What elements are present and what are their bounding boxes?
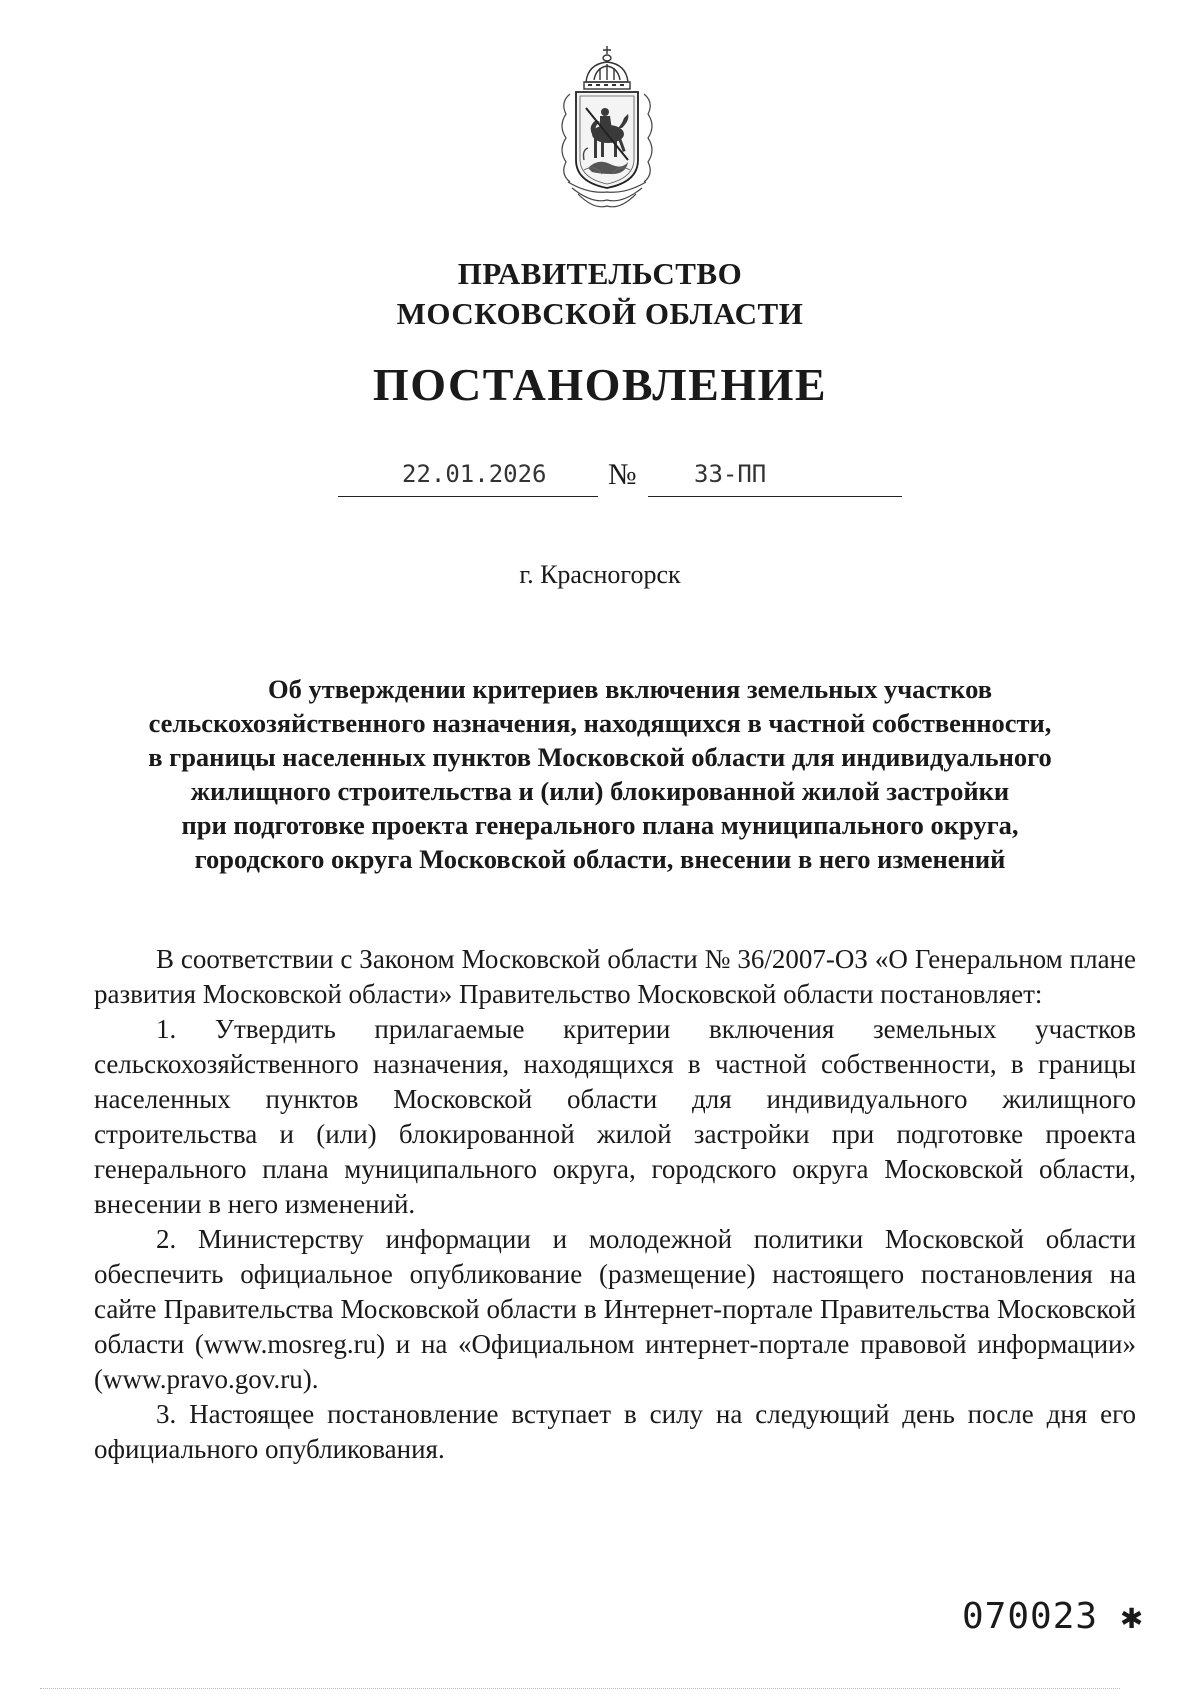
org-name-line1: ПРАВИТЕЛЬСТВО xyxy=(457,256,743,291)
title-line: при подготовке проекта генерального плана муниципального округа, xyxy=(181,810,1019,840)
number-sign: № xyxy=(608,458,637,491)
title-line: жилищного строительства и (или) блокированной жилой застройки xyxy=(190,776,1010,806)
item-2-paragraph: 2. Министерству информации и молодежной политики Московской области обеспечить официальное опубликование (размещение) настоящего постановления на сайте Правительства Московской области в Интернет-портале Правительства Московской области (www.mosreg.ru) и на «Официальном интернет-портале правовой информации» (www.pravo.gov.ru). xyxy=(94,1224,1136,1394)
document-type-heading: ПОСТАНОВЛЕНИЕ xyxy=(372,359,828,410)
coat-of-arms-icon xyxy=(548,42,666,212)
serial-number: 070023 ✱ xyxy=(962,1596,1144,1637)
document-body xyxy=(94,942,1136,1467)
decree-number: 33-ПП xyxy=(694,460,767,488)
decree-date: 22.01.2026 xyxy=(402,460,547,488)
item-1-paragraph: 1. Утвердить прилагаемые критерии включения земельных участков сельскохозяйственного назначения, находящихся в частной собственности, в границы населенных пунктов Московской области для индивидуального жилищного строительства и (или) блокированной жилой застройки при подготовке проекта генерального плана муниципального округа, городского округа Московской области, внесении в него изменений. xyxy=(94,1014,1136,1219)
document-title xyxy=(120,672,1080,876)
date-underline xyxy=(338,496,598,497)
title-line: сельскохозяйственного назначения, находящихся в частной собственности, xyxy=(148,708,1052,738)
scan-artifact-line xyxy=(40,1688,1120,1689)
title-line: городского округа Московской области, внесении в него изменений xyxy=(194,844,1006,874)
org-name-line2: МОСКОВСКОЙ ОБЛАСТИ xyxy=(396,296,804,331)
preamble-paragraph: В соответствии с Законом Московской области № 36/2007-ОЗ «О Генеральном плане развития Московской области» Правительство Московской области постановляет: xyxy=(94,944,1136,1009)
item-3-paragraph: 3. Настоящее постановление вступает в силу на следующий день после дня его официального опубликования. xyxy=(94,1399,1136,1464)
number-underline xyxy=(648,496,902,497)
title-line: в границы населенных пунктов Московской области для индивидуального xyxy=(148,742,1052,772)
title-line: Об утверждении критериев включения земельных участков xyxy=(267,674,992,704)
city-name: г. Красногорск xyxy=(519,560,681,589)
